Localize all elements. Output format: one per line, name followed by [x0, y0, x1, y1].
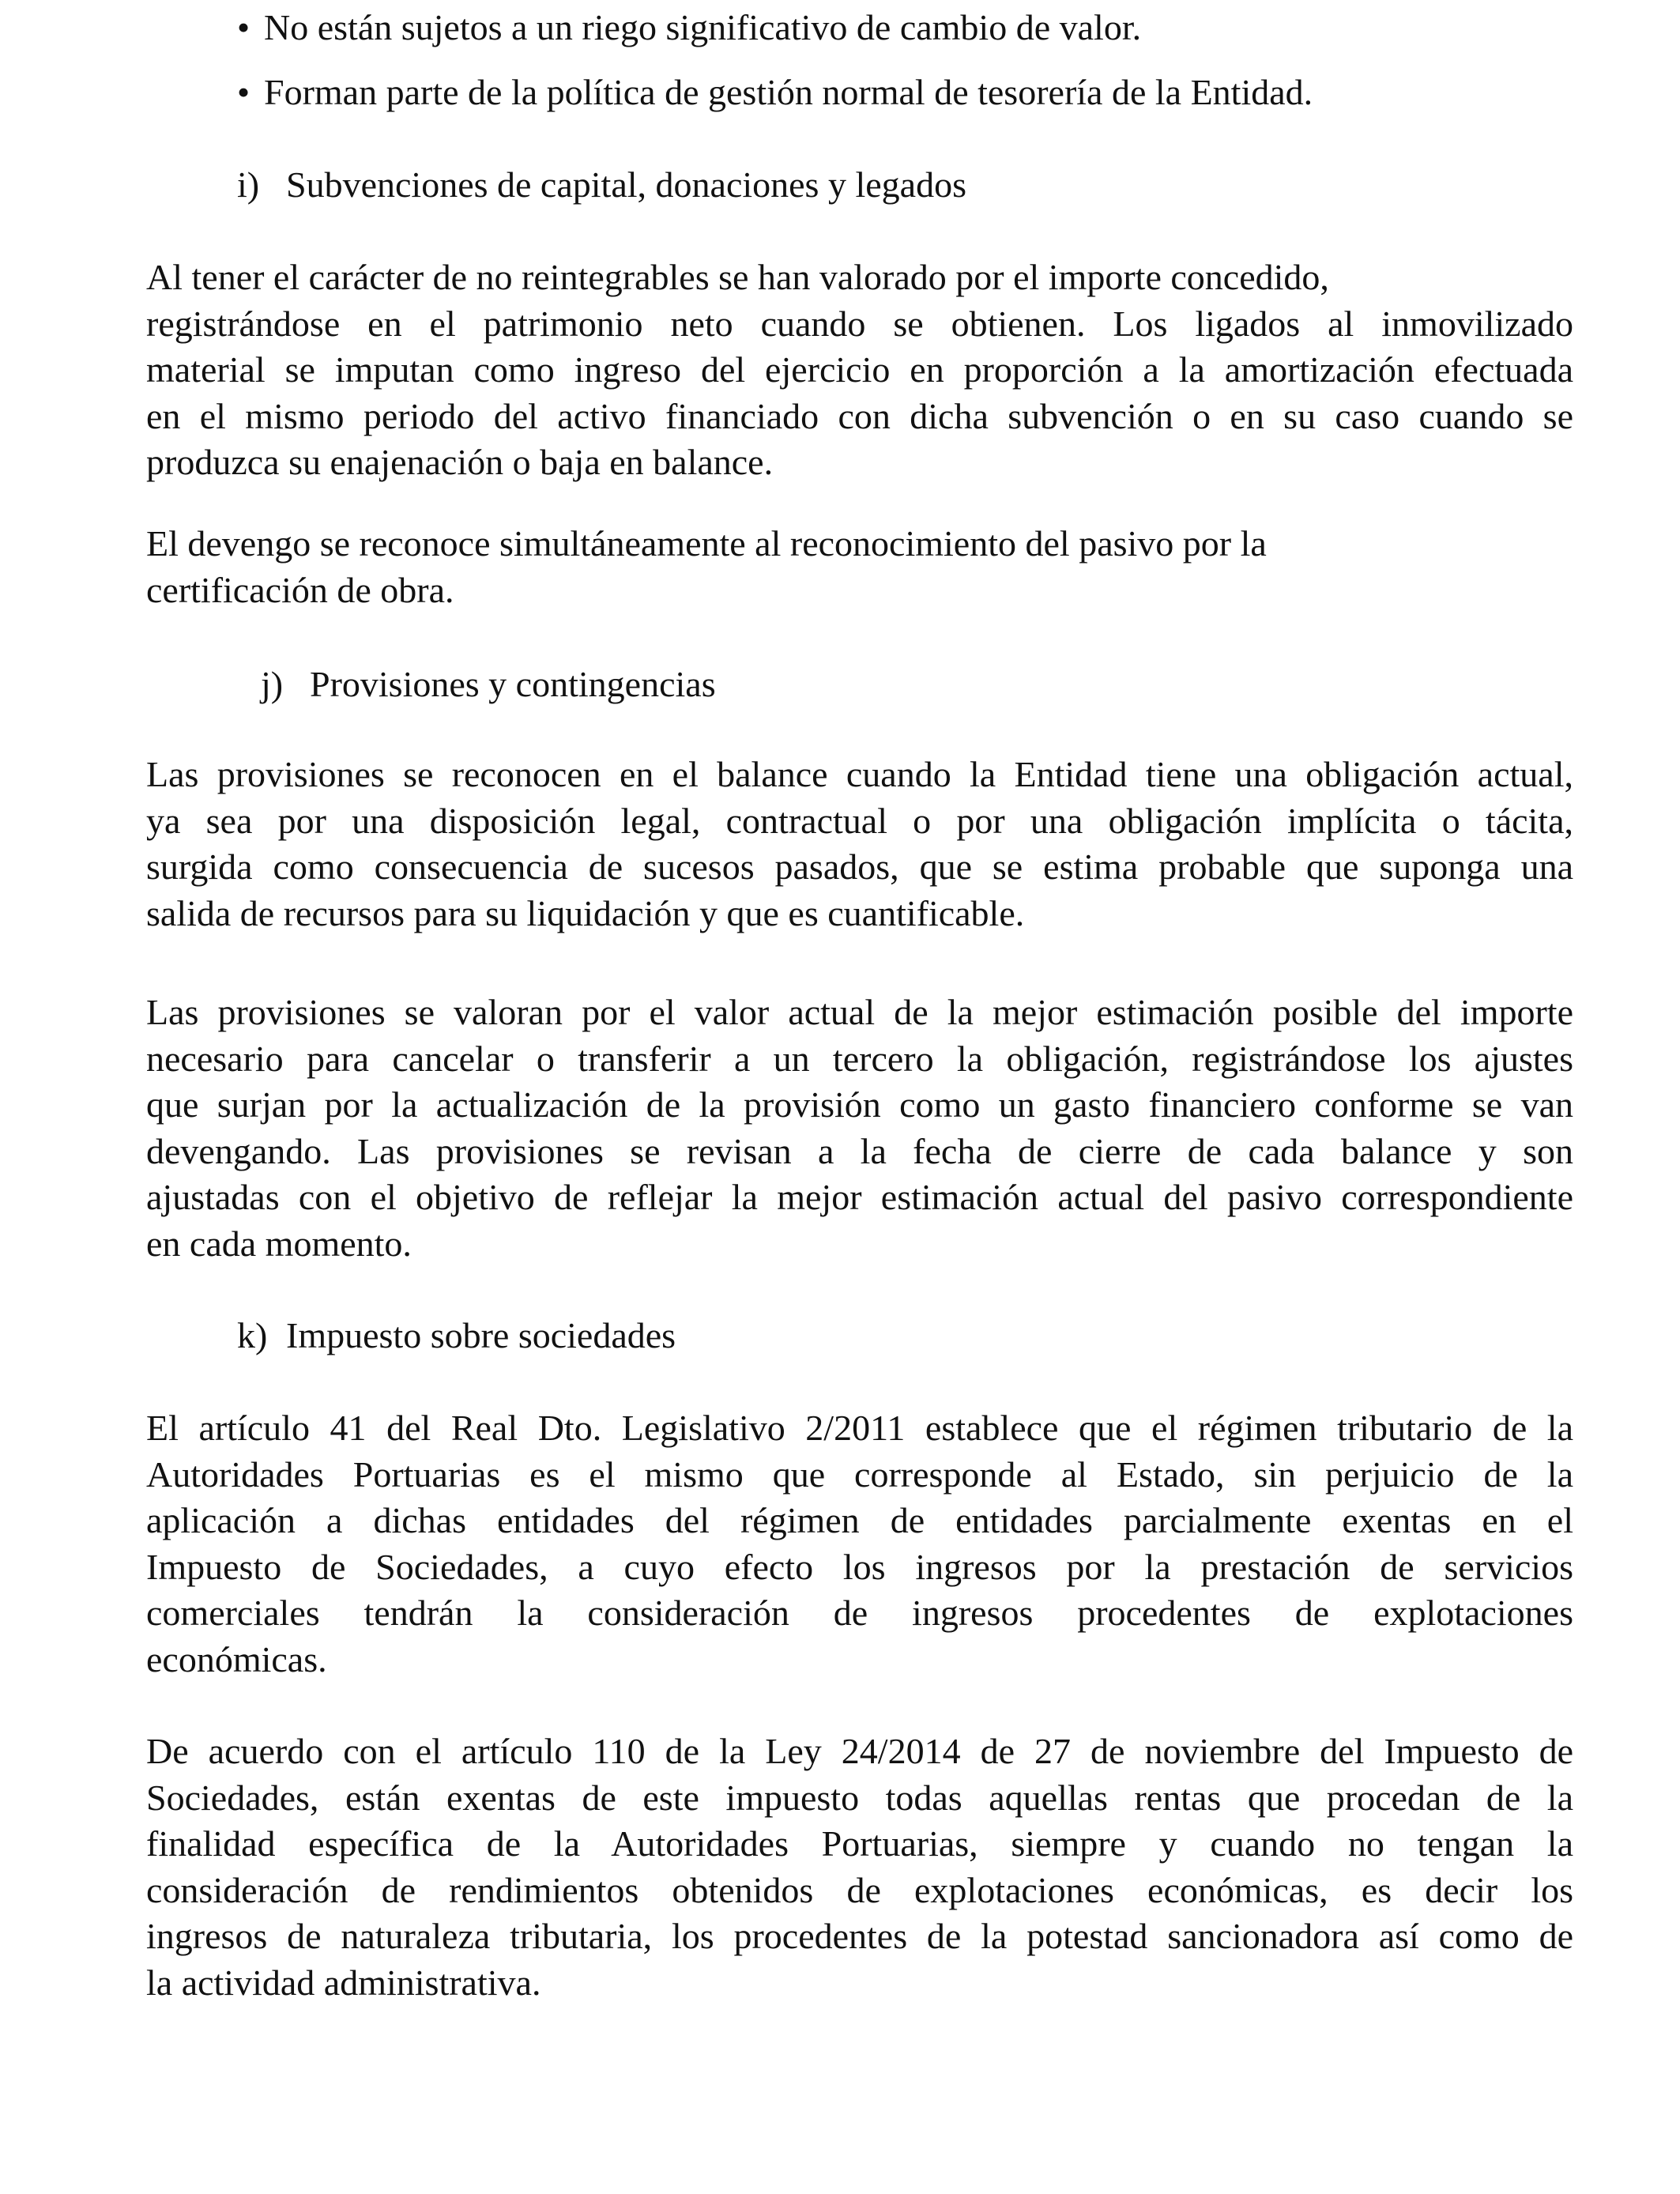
text-line: que surjan por la actualización de la provisión como un gasto financiero conforme se van	[146, 1084, 1573, 1125]
text-line: salida de recursos para su liquidación y que es cuantificable.	[146, 892, 1025, 933]
bullet-item	[237, 5, 1664, 51]
section-label: i)	[237, 164, 260, 205]
section-label: j)	[261, 664, 284, 704]
text-line: Las provisiones se reconocen en el balance cuando la Entidad tiene una obligación actual,	[146, 754, 1573, 794]
paragraph-provisiones-2	[146, 990, 1573, 1267]
text-line: comerciales tendrán la consideración de ingresos procedentes de explotaciones	[146, 1593, 1573, 1633]
text-line: en el mismo periodo del activo financiado con dicha subvención o en su caso cuando se	[146, 395, 1573, 436]
text-line: la actividad administrativa.	[146, 1962, 541, 2003]
text-line: El artículo 41 del Real Dto. Legislativo 2/2011 establece que el régimen tributario de la	[146, 1408, 1573, 1448]
bullet-item	[237, 70, 1664, 115]
text-line: material se imputan como ingreso del ejercicio en proporción a la amortización efectuada	[146, 349, 1573, 390]
bullet-symbol: •	[237, 7, 250, 47]
text-line: necesario para cancelar o transferir a un tercero la obligación, registrándose los ajustes	[146, 1038, 1573, 1079]
text-line: De acuerdo con el artículo 110 de la Ley 24/2014 de 27 de noviembre del Impuesto de	[146, 1731, 1573, 1771]
section-title: Subvenciones de capital, donaciones y legados	[286, 164, 966, 205]
text-line: finalidad específica de la Autoridades Portuarias, siempre y cuando no tengan la	[146, 1823, 1573, 1864]
text-line: económicas.	[146, 1638, 327, 1679]
section-heading-j	[261, 662, 1680, 707]
text-line: registrándose en el patrimonio neto cuando se obtienen. Los ligados al inmovilizado	[146, 303, 1573, 344]
text-line: Sociedades, están exentas de este impuesto todas aquellas rentas que procedan de la	[146, 1777, 1573, 1818]
text-line: aplicación a dichas entidades del régimen de entidades parcialmente exentas en el	[146, 1500, 1573, 1540]
text-line: produzca su enajenación o baja en balance.	[146, 442, 774, 482]
text-line: Impuesto de Sociedades, a cuyo efecto los ingresos por la prestación de servicios	[146, 1546, 1573, 1587]
section-title: Provisiones y contingencias	[310, 664, 716, 704]
section-title: Impuesto sobre sociedades	[286, 1315, 676, 1355]
bullet-text: No están sujetos a un riego significativo de cambio de valor.	[264, 7, 1142, 47]
paragraph-subvenciones-2	[146, 521, 1573, 613]
paragraph-impuesto-1	[146, 1405, 1573, 1683]
text-line: Autoridades Portuarias es el mismo que corresponde al Estado, sin perjuicio de la	[146, 1453, 1573, 1495]
text-line: certificación de obra.	[146, 569, 454, 610]
paragraph-impuesto-2	[146, 1728, 1573, 2006]
text-line: ingresos de naturaleza tributaria, los procedentes de la potestad sancionadora así como de	[146, 1916, 1573, 1956]
section-heading-i	[237, 162, 1664, 208]
text-line: Las provisiones se valoran por el valor actual de la mejor estimación posible del importe	[146, 992, 1573, 1032]
text-line: Al tener el carácter de no reintegrables se han valorado por el importe concedido,	[146, 257, 1329, 297]
text-line: El devengo se reconoce simultáneamente al reconocimiento del pasivo por la	[146, 523, 1267, 564]
section-heading-k	[237, 1313, 1664, 1359]
bullet-text: Forman parte de la política de gestión normal de tesorería de la Entidad.	[264, 72, 1313, 112]
paragraph-subvenciones-1	[146, 254, 1573, 486]
bullet-symbol: •	[237, 72, 250, 112]
text-line: surgida como consecuencia de sucesos pasados, que se estima probable que suponga una	[146, 846, 1573, 887]
text-line: en cada momento.	[146, 1223, 412, 1264]
text-line: ajustadas con el objetivo de reflejar la mejor estimación actual del pasivo correspondiente	[146, 1177, 1573, 1217]
text-line: devengando. Las provisiones se revisan a la fecha de cierre de cada balance y son	[146, 1130, 1573, 1171]
text-line: consideración de rendimientos obtenidos de explotaciones económicas, es decir los	[146, 1869, 1573, 1910]
text-line: ya sea por una disposición legal, contractual o por una obligación implícita o tácita,	[146, 800, 1573, 841]
section-label: k)	[237, 1315, 268, 1355]
paragraph-provisiones-1	[146, 752, 1573, 937]
